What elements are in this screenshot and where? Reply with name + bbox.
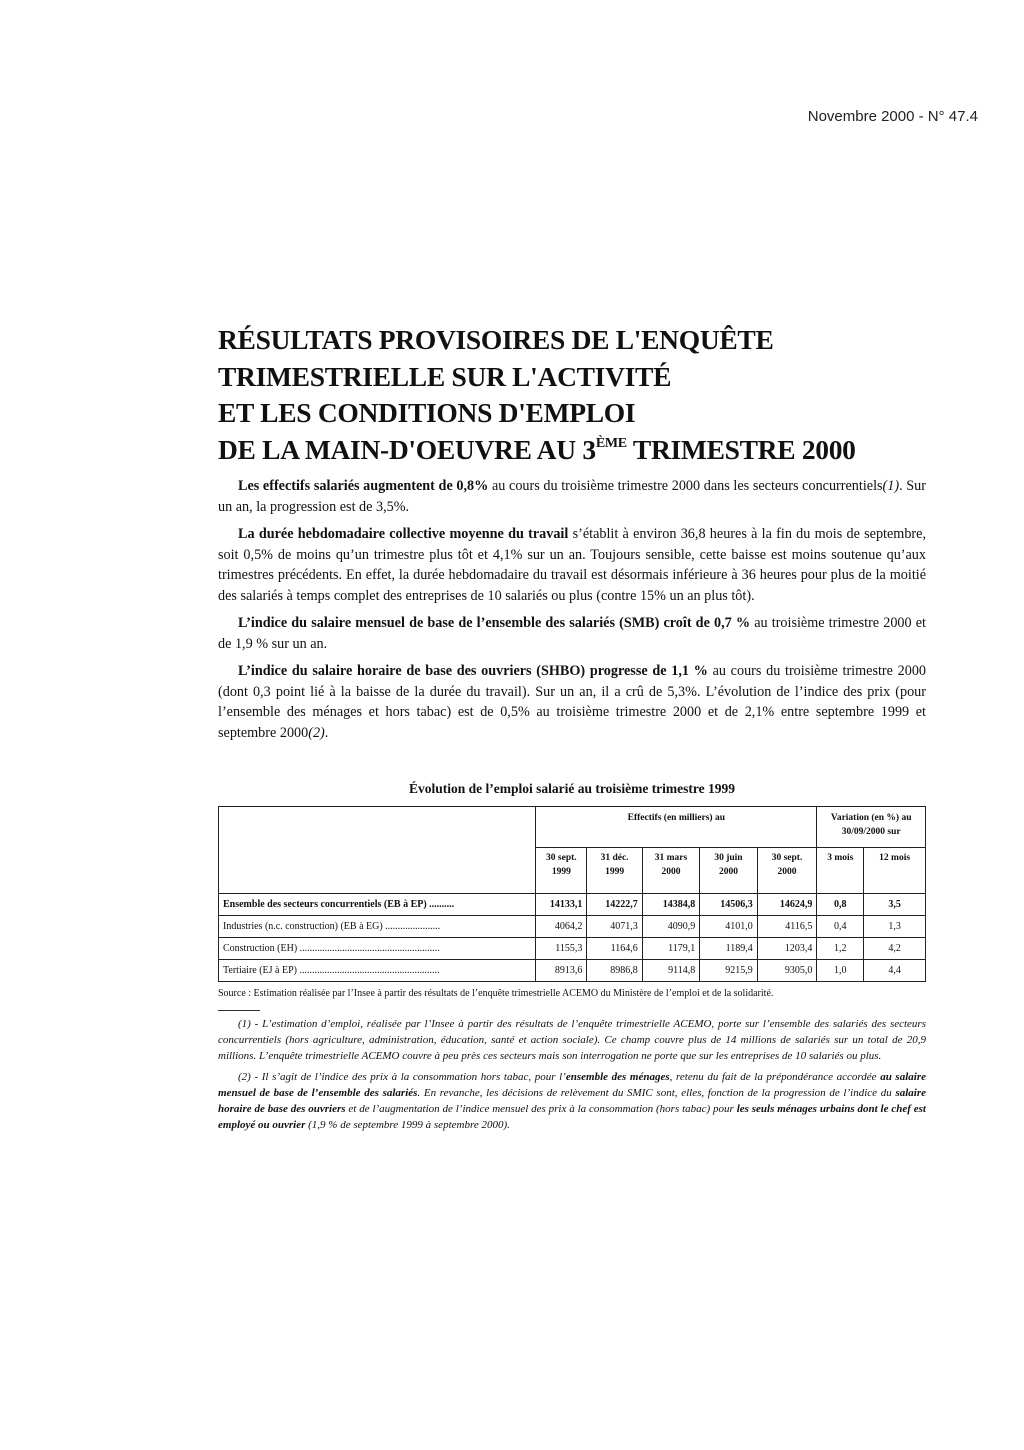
footnote-emphasis: au salaire mensuel de base de l’ensemble des salariés [218, 1071, 926, 1099]
table-cell: 8913,6 [536, 960, 587, 982]
column-header: 30 juin 2000 [700, 848, 757, 894]
column-header: 30 sept. 2000 [757, 848, 817, 894]
table-cell: 14506,3 [700, 894, 757, 916]
footnote-1: (1) - L’estimation d’emploi, réalisée par l’Insee à partir des résultats de l’enquête trimestrielle ACEMO, porte sur l’ensemble des salariés des secteurs concurrentiels (hors agriculture, administration, éducation, santé et action sociale). Ce champ couvre plus de 14 millions de salariés sur un total de 20,9 millions. L’enquête trimestrielle ACEMO couvre à peu près ces secteurs mais son interrogation ne porte que sur les entreprises de 10 salariés ou plus. [218, 1018, 926, 1062]
table-cell: 1,0 [817, 960, 864, 982]
paragraph-lead: Les effectifs salariés augmentent de 0,8% [238, 478, 489, 494]
header-effectifs: Effectifs (en milliers) au [536, 807, 817, 848]
paragraph-text: s’établit à environ 36,8 heures à la fin du mois de septembre, soit 0,5% de moins qu’un trimestre plus tôt et 4,1% sur un an. Toujours sensible, cette baisse est moins soutenue qu’aux trimestres précédents. En effet, la durée hebdomadaire du travail est désormais inférieure à 36 heures pour plus de la moitié des salariés à temps complet des entreprises de 10 salariés ou plus (contre 15% un an plus tôt). [218, 526, 926, 604]
table-cell: 3,5 [864, 894, 926, 916]
paragraph-text: au cours du troisième trimestre 2000 dans les secteurs concurrentiels [488, 478, 883, 494]
table-cell: 4,4 [864, 960, 926, 982]
document-title [218, 322, 938, 474]
row-label: Industries (n.c. construction) (EB à EG) ...................... [219, 916, 536, 938]
table-row [219, 960, 926, 982]
table-corner [219, 807, 536, 894]
table-row [219, 894, 926, 916]
issue-reference: Novembre 2000 - N° 47.4 [807, 108, 978, 125]
table-cell: 4064,2 [536, 916, 587, 938]
column-header: 31 mars 2000 [642, 848, 699, 894]
table-cell: 4,2 [864, 938, 926, 960]
table-row [219, 916, 926, 938]
header-variation: Variation (en %) au 30/09/2000 sur [817, 807, 926, 848]
footnote-text: (1,9 % de septembre 1999 à septembre 2000). [305, 1119, 510, 1131]
table-cell: 14222,7 [587, 894, 642, 916]
footnote-emphasis: salaire horaire de base des ouvriers [218, 1087, 927, 1115]
table-cell: 4071,3 [587, 916, 642, 938]
paragraph-lead: La durée hebdomadaire collective moyenne du travail [238, 526, 569, 542]
paragraph-lead: L’indice du salaire mensuel de base de l’ensemble des salariés (SMB) croît de 0,7 % [238, 615, 751, 631]
table-cell: 9215,9 [700, 960, 757, 982]
table-caption: Évolution de l’emploi salarié au troisième trimestre 1999 [408, 781, 736, 796]
title-superscript: ÈME [595, 435, 627, 451]
table-cell: 1155,3 [536, 938, 587, 960]
footnote-emphasis: ensemble des ménages [565, 1071, 670, 1083]
table-cell: 8986,8 [587, 960, 642, 982]
table-cell: 14384,8 [642, 894, 699, 916]
table-cell: 1164,6 [587, 938, 642, 960]
table-cell: 1179,1 [642, 938, 699, 960]
summary-text [218, 476, 926, 750]
paragraph-text: au cours du troisième trimestre 2000 (dont 0,3 point lié à la baisse de la durée du travail). Sur un an, il a crû de 5,3%. L’évolution de l’indice des prix (pour l’ensemble des ménages et hors tabac) est de 0,5% au troisième trimestre 2000 et de 2,1% entre septembre 1999 et septembre 2000 [218, 663, 927, 741]
title-line-4 [218, 432, 938, 475]
paragraph-text-end: . [324, 724, 329, 741]
title-line-4-start: DE LA MAIN-D'OEUVRE AU 3 [218, 433, 596, 465]
table-cell: 9305,0 [757, 960, 817, 982]
column-header: 30 sept. 1999 [536, 848, 587, 894]
table-cell: 4116,5 [757, 916, 817, 938]
footnotes [218, 1016, 926, 1138]
row-label: Tertiaire (EJ à EP) ........................................................ [219, 960, 536, 982]
footnote-ref-1: (1) [882, 478, 900, 494]
footnote-ref-2: (2) [308, 724, 325, 741]
paragraph-text: au troisième trimestre 2000 et de 1,9 % sur un an. [218, 615, 926, 652]
footnote-text: (2) - Il s’agit de l’indice des prix à la consommation hors tabac, pour l’ [238, 1071, 566, 1083]
title-line-3: ET LES CONDITIONS D'EMPLOI [218, 397, 636, 428]
table-row [219, 938, 926, 960]
row-label: Ensemble des secteurs concurrentiels (EB à EP) .......... [219, 894, 536, 916]
footnote-emphasis: les seuls ménages urbains dont le chef est employé ou ouvrier [218, 1103, 926, 1131]
title-line-2: TRIMESTRIELLE SUR L'ACTIVITÉ [218, 360, 672, 392]
employment-table [218, 806, 926, 982]
table-source: Source : Estimation réalisée par l’Insee à partir des résultats de l’enquête trimestrielle ACEMO du Ministère de l’emploi et de la solidarité. [218, 988, 774, 999]
paragraph-smb [218, 613, 926, 654]
table-cell: 1189,4 [700, 938, 757, 960]
table-cell: 0,4 [817, 916, 864, 938]
footnote-divider [218, 1010, 260, 1011]
column-header: 31 déc. 1999 [587, 848, 642, 894]
table-cell: 4090,9 [642, 916, 699, 938]
footnote-text: et de l’augmentation de l’indice mensuel des prix à la consommation (hors tabac) pour [345, 1103, 737, 1115]
table-cell: 1,3 [864, 916, 926, 938]
paragraph-work-duration [218, 524, 926, 606]
column-header: 3 mois [817, 848, 864, 894]
paragraph-shbo [218, 661, 926, 743]
paragraph-lead: L’indice du salaire horaire de base des ouvriers (SHBO) progresse de 1,1 % [238, 663, 708, 679]
footnote-text: . En revanche, les décisions de relèvement du SMIC sont, elles, fonction de la progression de l’indice du [417, 1087, 896, 1099]
footnote-2 [218, 1069, 926, 1133]
title-line-1: RÉSULTATS PROVISOIRES DE L'ENQUÊTE [218, 324, 774, 355]
table-cell: 14624,9 [757, 894, 817, 916]
table-cell: 4101,0 [700, 916, 757, 938]
column-header: 12 mois [864, 848, 926, 894]
paragraph-employment [218, 476, 926, 517]
table-cell: 14133,1 [536, 894, 587, 916]
paragraph-text-end: . Sur un an, la progression est de 3,5%. [218, 478, 926, 515]
table-cell: 9114,8 [642, 960, 699, 982]
row-label: Construction (EH) ........................................................ [219, 938, 536, 960]
footnote-text: , retenu du fait de la prépondérance accordée [669, 1071, 881, 1083]
title-line-4-end: TRIMESTRE 2000 [626, 433, 856, 465]
table-cell: 1,2 [817, 938, 864, 960]
table-cell: 1203,4 [757, 938, 817, 960]
table-cell: 0,8 [817, 894, 864, 916]
